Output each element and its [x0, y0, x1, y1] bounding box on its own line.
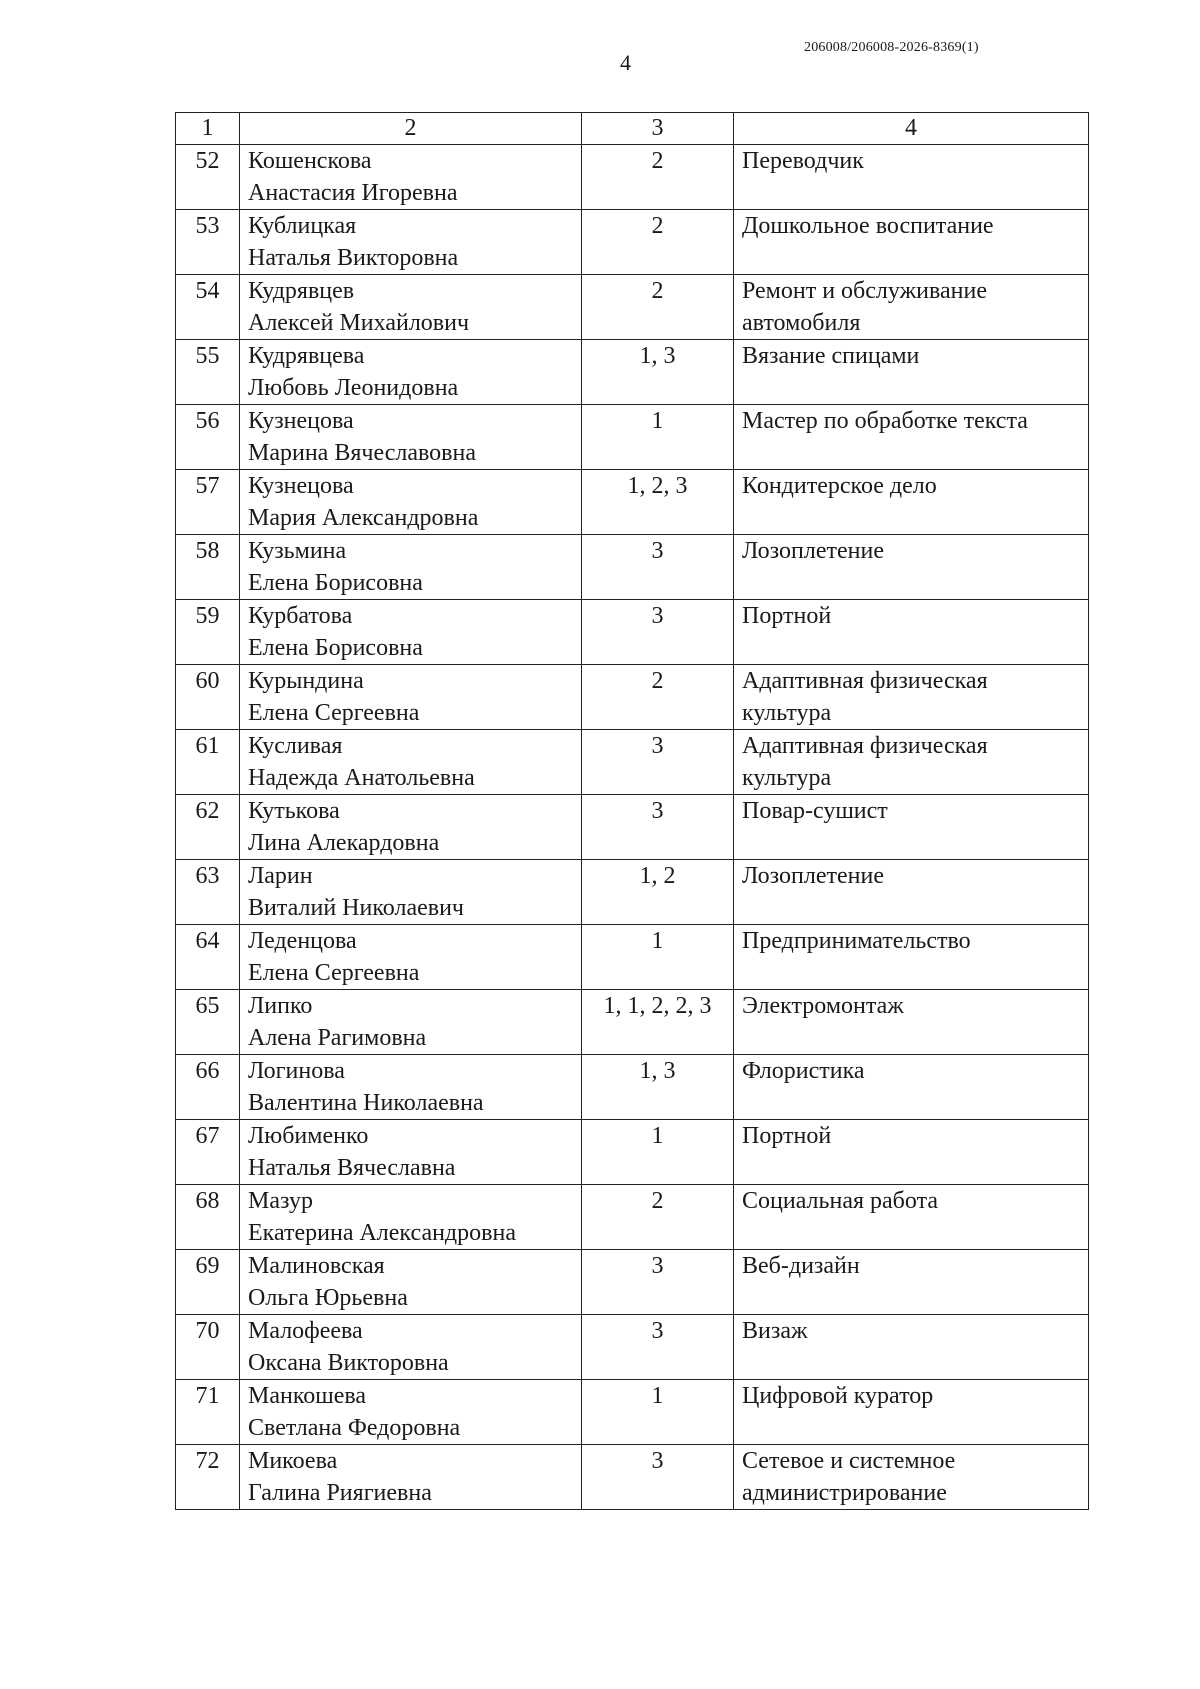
code-cell: 2 [582, 210, 734, 275]
person-given-names: Виталий Николаевич [248, 895, 464, 921]
specialty-cell: Лозоплетение [734, 860, 1089, 925]
code-cell: 1 [582, 1120, 734, 1185]
person-surname: Курындина [248, 668, 364, 694]
registry-table [175, 112, 1089, 1510]
person-surname: Любименко [248, 1123, 369, 1149]
specialty-cell: Визаж [734, 1315, 1089, 1380]
specialty-cell: Цифровой куратор [734, 1380, 1089, 1445]
person-given-names: Мария Александровна [248, 505, 479, 531]
person-name-cell [240, 1445, 582, 1510]
code-cell: 1 [582, 1380, 734, 1445]
person-given-names: Анастасия Игоревна [248, 180, 458, 206]
person-surname: Манкошева [248, 1383, 367, 1409]
code-cell: 2 [582, 275, 734, 340]
person-name-cell [240, 860, 582, 925]
table-row [176, 1120, 1089, 1185]
row-number: 52 [176, 145, 240, 210]
row-number: 72 [176, 1445, 240, 1510]
row-number: 55 [176, 340, 240, 405]
code-cell: 1, 1, 2, 2, 3 [582, 990, 734, 1055]
person-given-names: Екатерина Александровна [248, 1220, 516, 1246]
column-number-row [176, 113, 1089, 145]
column-header-2: 2 [240, 113, 582, 145]
person-given-names: Галина Риягиевна [248, 1480, 432, 1506]
person-name-cell [240, 795, 582, 860]
document-id: 206008/206008-2026-8369(1) [804, 40, 979, 55]
row-number: 63 [176, 860, 240, 925]
code-cell: 3 [582, 795, 734, 860]
row-number: 53 [176, 210, 240, 275]
code-cell: 3 [582, 1250, 734, 1315]
table-row [176, 275, 1089, 340]
person-name-cell [240, 600, 582, 665]
person-surname: Малиновская [248, 1253, 385, 1279]
person-name-cell [240, 145, 582, 210]
person-name-cell [240, 1380, 582, 1445]
person-name-cell [240, 275, 582, 340]
page-number: 4 [620, 50, 631, 75]
row-number: 59 [176, 600, 240, 665]
specialty-cell: Повар-сушист [734, 795, 1089, 860]
person-given-names: Елена Борисовна [248, 570, 423, 596]
table-row [176, 1445, 1089, 1510]
code-cell: 1, 2 [582, 860, 734, 925]
specialty-cell: Вязание спицами [734, 340, 1089, 405]
person-given-names: Любовь Леонидовна [248, 375, 459, 401]
specialty-cell: Адаптивная физическая культура [734, 730, 1089, 795]
person-given-names: Лина Алекардовна [248, 830, 440, 856]
row-number: 66 [176, 1055, 240, 1120]
specialty-cell: Предпринимательство [734, 925, 1089, 990]
person-name-cell [240, 210, 582, 275]
table-row [176, 1055, 1089, 1120]
code-cell: 1 [582, 405, 734, 470]
person-surname: Кутькова [248, 798, 340, 824]
table-row [176, 925, 1089, 990]
code-cell: 2 [582, 1185, 734, 1250]
specialty-cell: Мастер по обработке текста [734, 405, 1089, 470]
row-number: 61 [176, 730, 240, 795]
table-row [176, 1250, 1089, 1315]
person-surname: Курбатова [248, 603, 353, 629]
person-surname: Липко [248, 993, 313, 1019]
person-name-cell [240, 1055, 582, 1120]
code-cell: 3 [582, 535, 734, 600]
column-header-3: 3 [582, 113, 734, 145]
person-name-cell [240, 1185, 582, 1250]
person-name-cell [240, 1120, 582, 1185]
row-number: 65 [176, 990, 240, 1055]
specialty-cell: Электромонтаж [734, 990, 1089, 1055]
table-row [176, 210, 1089, 275]
person-given-names: Наталья Вячеславна [248, 1155, 456, 1181]
person-given-names: Наталья Викторовна [248, 245, 459, 271]
specialty-cell: Веб-дизайн [734, 1250, 1089, 1315]
specialty-cell: Переводчик [734, 145, 1089, 210]
row-number: 70 [176, 1315, 240, 1380]
person-given-names: Елена Борисовна [248, 635, 423, 661]
table-row [176, 405, 1089, 470]
person-name-cell [240, 730, 582, 795]
person-name-cell [240, 1250, 582, 1315]
code-cell: 2 [582, 665, 734, 730]
person-surname: Кусливая [248, 733, 343, 759]
specialty-cell: Лозоплетение [734, 535, 1089, 600]
table-row [176, 600, 1089, 665]
specialty-cell: Сетевое и системное администрирование [734, 1445, 1089, 1510]
column-header-4: 4 [734, 113, 1089, 145]
row-number: 54 [176, 275, 240, 340]
person-surname: Кошенскова [248, 148, 372, 174]
person-given-names: Валентина Николаевна [248, 1090, 484, 1116]
person-surname: Кудрявцева [248, 343, 365, 369]
specialty-cell: Кондитерское дело [734, 470, 1089, 535]
code-cell: 1 [582, 925, 734, 990]
code-cell: 1, 3 [582, 340, 734, 405]
row-number: 58 [176, 535, 240, 600]
person-surname: Кузнецова [248, 473, 354, 499]
person-surname: Кузнецова [248, 408, 354, 434]
person-surname: Логинова [248, 1058, 345, 1084]
person-given-names: Алексей Михайлович [248, 310, 470, 336]
code-cell: 3 [582, 730, 734, 795]
person-surname: Мазур [248, 1188, 313, 1214]
table-row [176, 340, 1089, 405]
person-name-cell [240, 535, 582, 600]
row-number: 71 [176, 1380, 240, 1445]
person-surname: Леденцова [248, 928, 357, 954]
person-given-names: Оксана Викторовна [248, 1350, 449, 1376]
row-number: 68 [176, 1185, 240, 1250]
person-given-names: Ольга Юрьевна [248, 1285, 408, 1311]
code-cell: 3 [582, 1445, 734, 1510]
code-cell: 2 [582, 145, 734, 210]
person-given-names: Светлана Федоровна [248, 1415, 461, 1441]
person-given-names: Надежда Анатольевна [248, 765, 475, 791]
code-cell: 1, 2, 3 [582, 470, 734, 535]
specialty-cell: Ремонт и обслуживание автомобиля [734, 275, 1089, 340]
specialty-cell: Социальная работа [734, 1185, 1089, 1250]
row-number: 62 [176, 795, 240, 860]
table-row [176, 145, 1089, 210]
table-row [176, 730, 1089, 795]
person-name-cell [240, 405, 582, 470]
specialty-cell: Флористика [734, 1055, 1089, 1120]
code-cell: 3 [582, 600, 734, 665]
table-body [176, 113, 1089, 1510]
specialty-cell: Портной [734, 600, 1089, 665]
person-given-names: Елена Сергеевна [248, 700, 420, 726]
table-row [176, 1185, 1089, 1250]
table-row [176, 860, 1089, 925]
table-row [176, 1380, 1089, 1445]
person-surname: Малофеева [248, 1318, 363, 1344]
specialty-cell: Адаптивная физическая культура [734, 665, 1089, 730]
person-name-cell [240, 340, 582, 405]
row-number: 56 [176, 405, 240, 470]
person-name-cell [240, 470, 582, 535]
table-row [176, 990, 1089, 1055]
person-given-names: Алена Рагимовна [248, 1025, 427, 1051]
person-name-cell [240, 1315, 582, 1380]
row-number: 64 [176, 925, 240, 990]
person-surname: Ларин [248, 863, 313, 889]
person-surname: Кублицкая [248, 213, 357, 239]
table-row [176, 470, 1089, 535]
specialty-cell: Портной [734, 1120, 1089, 1185]
person-surname: Кудрявцев [248, 278, 355, 304]
code-cell: 3 [582, 1315, 734, 1380]
person-name-cell [240, 925, 582, 990]
person-name-cell [240, 990, 582, 1055]
person-given-names: Елена Сергеевна [248, 960, 420, 986]
code-cell: 1, 3 [582, 1055, 734, 1120]
person-given-names: Марина Вячеславовна [248, 440, 476, 466]
specialty-cell: Дошкольное воспитание [734, 210, 1089, 275]
row-number: 57 [176, 470, 240, 535]
column-header-1: 1 [176, 113, 240, 145]
person-surname: Кузьмина [248, 538, 347, 564]
row-number: 60 [176, 665, 240, 730]
row-number: 67 [176, 1120, 240, 1185]
table-row [176, 1315, 1089, 1380]
person-surname: Микоева [248, 1448, 338, 1474]
row-number: 69 [176, 1250, 240, 1315]
table-row [176, 665, 1089, 730]
person-name-cell [240, 665, 582, 730]
table-row [176, 795, 1089, 860]
table-row [176, 535, 1089, 600]
